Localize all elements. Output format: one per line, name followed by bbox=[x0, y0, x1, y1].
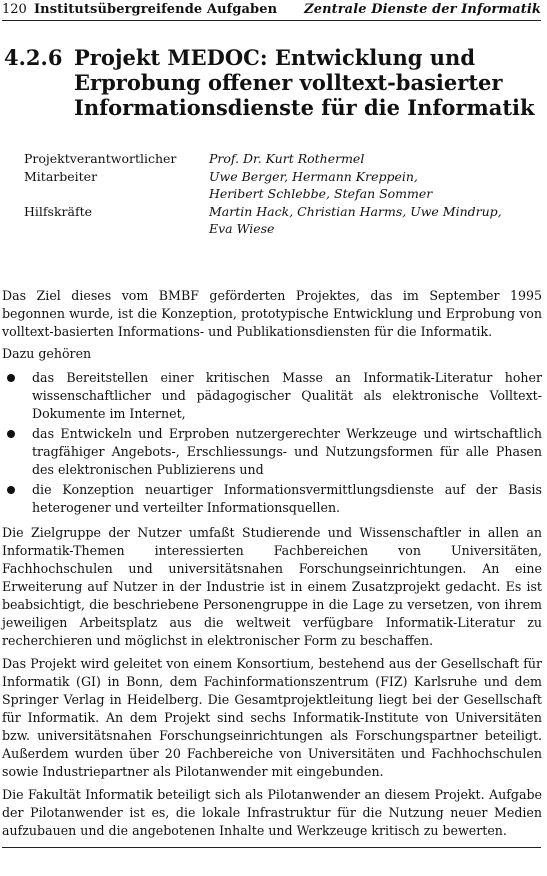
running-header bbox=[2, 0, 541, 18]
body-text bbox=[2, 287, 542, 845]
list-item-text: das Entwickeln und Erproben nutzergerechter Werkzeuge und wirtschaftlich tragfähiger Angebots-, Erschliessungs- und Nutzungsformen für alle Phasen des elektronischen Publizierens und bbox=[32, 426, 542, 477]
header-rule bbox=[2, 20, 541, 21]
section-title bbox=[74, 45, 535, 120]
assistants-label: Hilfskräfte bbox=[24, 203, 92, 219]
list-item bbox=[2, 369, 542, 423]
project-staff-block bbox=[24, 150, 524, 238]
staff-line: Prof. Dr. Kurt Rothermel bbox=[209, 151, 365, 166]
staff-line: Martin Hack, Christian Harms, Uwe Mindrup, bbox=[209, 203, 502, 219]
staff-row bbox=[24, 168, 524, 203]
assistants-value bbox=[209, 203, 524, 238]
intro-paragraph: Das Ziel dieses vom BMBF geförderten Projektes, das im September 1995 begonnen wurde, ist die Konzeption, prototypische Entwicklung und Erprobung von volltext-basierten Informations- und Publikationsdiensten für die Informatik. bbox=[2, 288, 542, 339]
body-paragraph: Die Fakultät Informatik beteiligt sich als Pilotanwender an diesem Projekt. Aufgabe der Pilotanwender ist es, die lokale Infrastruktur für die Nutzung neuer Medien aufzubauen und die angebotenen Inhalte und Werkzeuge kritisch zu bewerten. bbox=[2, 787, 542, 838]
staff-line: Heribert Schlebbe, Stefan Sommer bbox=[209, 186, 433, 201]
project-lead-label: Projektverantwortlicher bbox=[24, 151, 177, 166]
body-paragraph: Das Projekt wird geleitet von einem Konsortium, bestehend aus der Gesellschaft für Informatik (GI) in Bonn, dem Fachinformationszentrum (FIZ) Karlsruhe und dem Springer Verlag in Heidelberg. Die Gesamtprojektleitung liegt bei der Gesellschaft für Informatik. An dem Projekt sind sechs Informatik-Institute von Universitäten bzw. universitätsnahen Forschungseinrichtungen als Forschungspartner beteiligt. Außerdem wurden über 20 Fachbereiche von Universitäten und Fachhochschulen sowie Industriepartner als Pilotanwender mit eingebunden. bbox=[2, 656, 542, 779]
list-item-text: die Konzeption neuartiger Informationsvermittlungsdienste auf der Basis heterogener und verteilter Informationsquellen. bbox=[32, 482, 542, 515]
list-lead-in: Dazu gehören bbox=[2, 346, 92, 361]
project-lead-row bbox=[24, 150, 524, 168]
goals-list bbox=[2, 369, 542, 517]
list-item bbox=[2, 425, 542, 479]
body-paragraph: Die Zielgruppe der Nutzer umfaßt Studierende und Wissenschaftler in allen an Informatik-Themen interessierten Fachbereichen von Universitäten, Fachhochschulen und universitätsnahen Forschungseinrichtungen. An eine Erweiterung auf Nutzer in der Industrie ist in einem Zusatzprojekt gedacht. Es ist beabsichtigt, die beschriebene Personengruppe in die Lage zu versetzen, von ihrem jeweiligen Arbeitsplatz aus die weltweit verfügbare Informatik-Literatur zu recherchieren und möglichst in elektronischer Form zu beschaffen. bbox=[2, 525, 542, 648]
list-item-text: das Bereitstellen einer kritischen Masse an Informatik-Literatur hoher wissenschaftlicher und pädagogischer Qualität als elektronische Volltext-Dokumente im Internet, bbox=[32, 370, 542, 421]
staff-label: Mitarbeiter bbox=[24, 168, 98, 184]
running-header-right: Zentrale Dienste der Informatik bbox=[304, 1, 541, 17]
assistants-row bbox=[24, 203, 524, 238]
section-number: 4.2.6 bbox=[4, 45, 63, 70]
bullet-icon bbox=[7, 486, 15, 494]
page-number: 120 bbox=[2, 1, 27, 17]
staff-line: Uwe Berger, Hermann Kreppein, bbox=[209, 168, 418, 184]
section-title-line: Informationsdienste für die Informatik bbox=[74, 95, 535, 120]
bullet-icon bbox=[7, 374, 15, 382]
section-title-line: Erprobung offener volltext-basierter bbox=[74, 70, 503, 95]
staff-line: Eva Wiese bbox=[209, 221, 275, 236]
footer-rule bbox=[2, 847, 541, 848]
bullet-icon bbox=[7, 430, 15, 438]
staff-value bbox=[209, 168, 524, 203]
project-lead-value bbox=[209, 150, 524, 168]
list-item bbox=[2, 481, 542, 517]
section-title-line: Projekt MEDOC: Entwicklung und bbox=[74, 45, 476, 70]
running-header-left: Institutsübergreifende Aufgaben bbox=[34, 1, 278, 17]
